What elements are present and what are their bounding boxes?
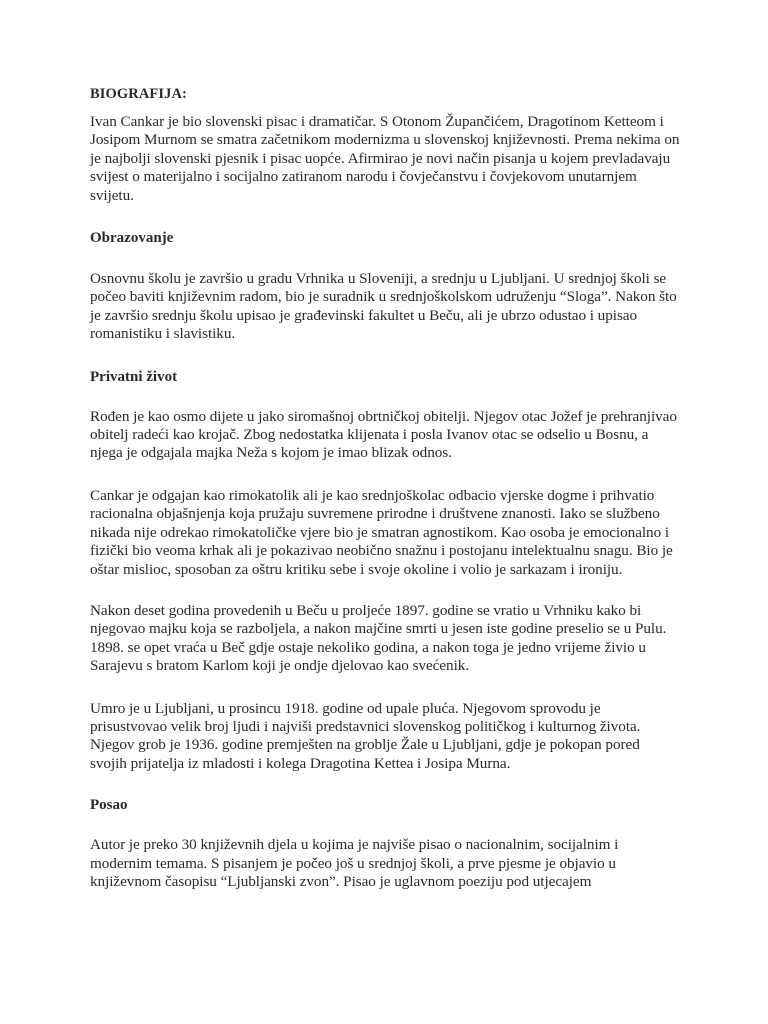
section-heading-education: Obrazovanje bbox=[90, 230, 174, 247]
document-page bbox=[90, 85, 680, 891]
private-life-paragraph: Cankar je odgajan kao rimokatolik ali je kao srednjoškolac odbacio vjerske dogme i prihvatio racionalna objašnjenja koja pružaju suvremene prirodne i društvene znanosti. Iako se službeno nikada nije odrekao rimokatoličke vjere bio je smatran agnostikom. Kao osoba je emocionalno i fizički bio veoma krhak ali je pokazivao neobično snažnu i postojanu intelektualnu snagu. Bio je oštar mislioc, sposoban za oštru kritiku sebe i svoje okoline i volio je sarkazam i ironiju. bbox=[90, 486, 673, 578]
private-life-paragraph: Nakon deset godina provedenih u Beču u proljeće 1897. godine se vratio u Vrhniku kako bi njegovao majku koja se razboljela, a nakon majčine smrti u jesen iste godine preselio se u Pulu. 1898. se opet vraća u Beč gdje ostaje nekoliko godina, a nakon toga je jedno vrijeme živio u Sarajevu s bratom Karlom koji je ondje djelovao kao svećenik. bbox=[90, 601, 667, 675]
intro-paragraph: Ivan Cankar je bio slovenski pisac i dramatičar. S Otonom Župančićem, Dragotinom Ketteom i Josipom Murnom se smatra začetnikom modernizma u slovenskoj književnosti. Prema nekima on je najbolji slovenski pjesnik i pisac uopće. Afirmirao je novi način pisanja u kojem prevladavaju svijest o materijalno i socijalno zatiranom narodu i čovječanstvu i čovjekovom unutarnjem svijetu. bbox=[90, 113, 680, 204]
document-title: BIOGRAFIJA: bbox=[90, 86, 187, 102]
education-paragraph: Osnovnu školu je završio u gradu Vrhnika u Sloveniji, a srednju u Ljubljani. U srednjoj školi se počeo baviti književnim radom, bio je suradnik u srednjoškolskom udruženju “Sloga”. Nakon što je završio srednju školu upisao je građevinski fakultet u Beču, ali je ubrzo odustao i upisao romanistiku i slavistiku. bbox=[90, 270, 677, 343]
section-heading-work: Posao bbox=[90, 797, 128, 814]
private-life-paragraph: Rođen je kao osmo dijete u jako siromašnoj obrtničkoj obitelji. Njegov otac Jožef je prehranjivao obitelj radeći kao krojač. Zbog nedostatka klijenata i posla Ivanov otac se odselio u Bosnu, a njega je odgajala majka Neža s kojom je imao blizak odnos. bbox=[90, 407, 677, 462]
section-heading-private-life: Privatni život bbox=[90, 368, 178, 385]
private-life-paragraph: Umro je u Ljubljani, u prosincu 1918. godine od upale pluća. Njegovom sprovodu je prisustvovao velik broj ljudi i najviši predstavnici slovenskog političkog i kulturnog života. Njegov grob je 1936. godine premješten na groblje Žale u Ljubljani, gdje je pokopan pored svojih prijatelja iz mladosti i kolega Dragotina Kettea i Josipa Murna. bbox=[90, 699, 641, 772]
work-paragraph: Autor je preko 30 književnih djela u kojima je najviše pisao o nacionalnim, socijalnim i modernim temama. S pisanjem je počeo još u srednjoj školi, a prve pjesme je objavio u književnom časopisu “Ljubljanski zvon”. Pisao je uglavnom poeziju pod utjecajem bbox=[90, 836, 619, 890]
